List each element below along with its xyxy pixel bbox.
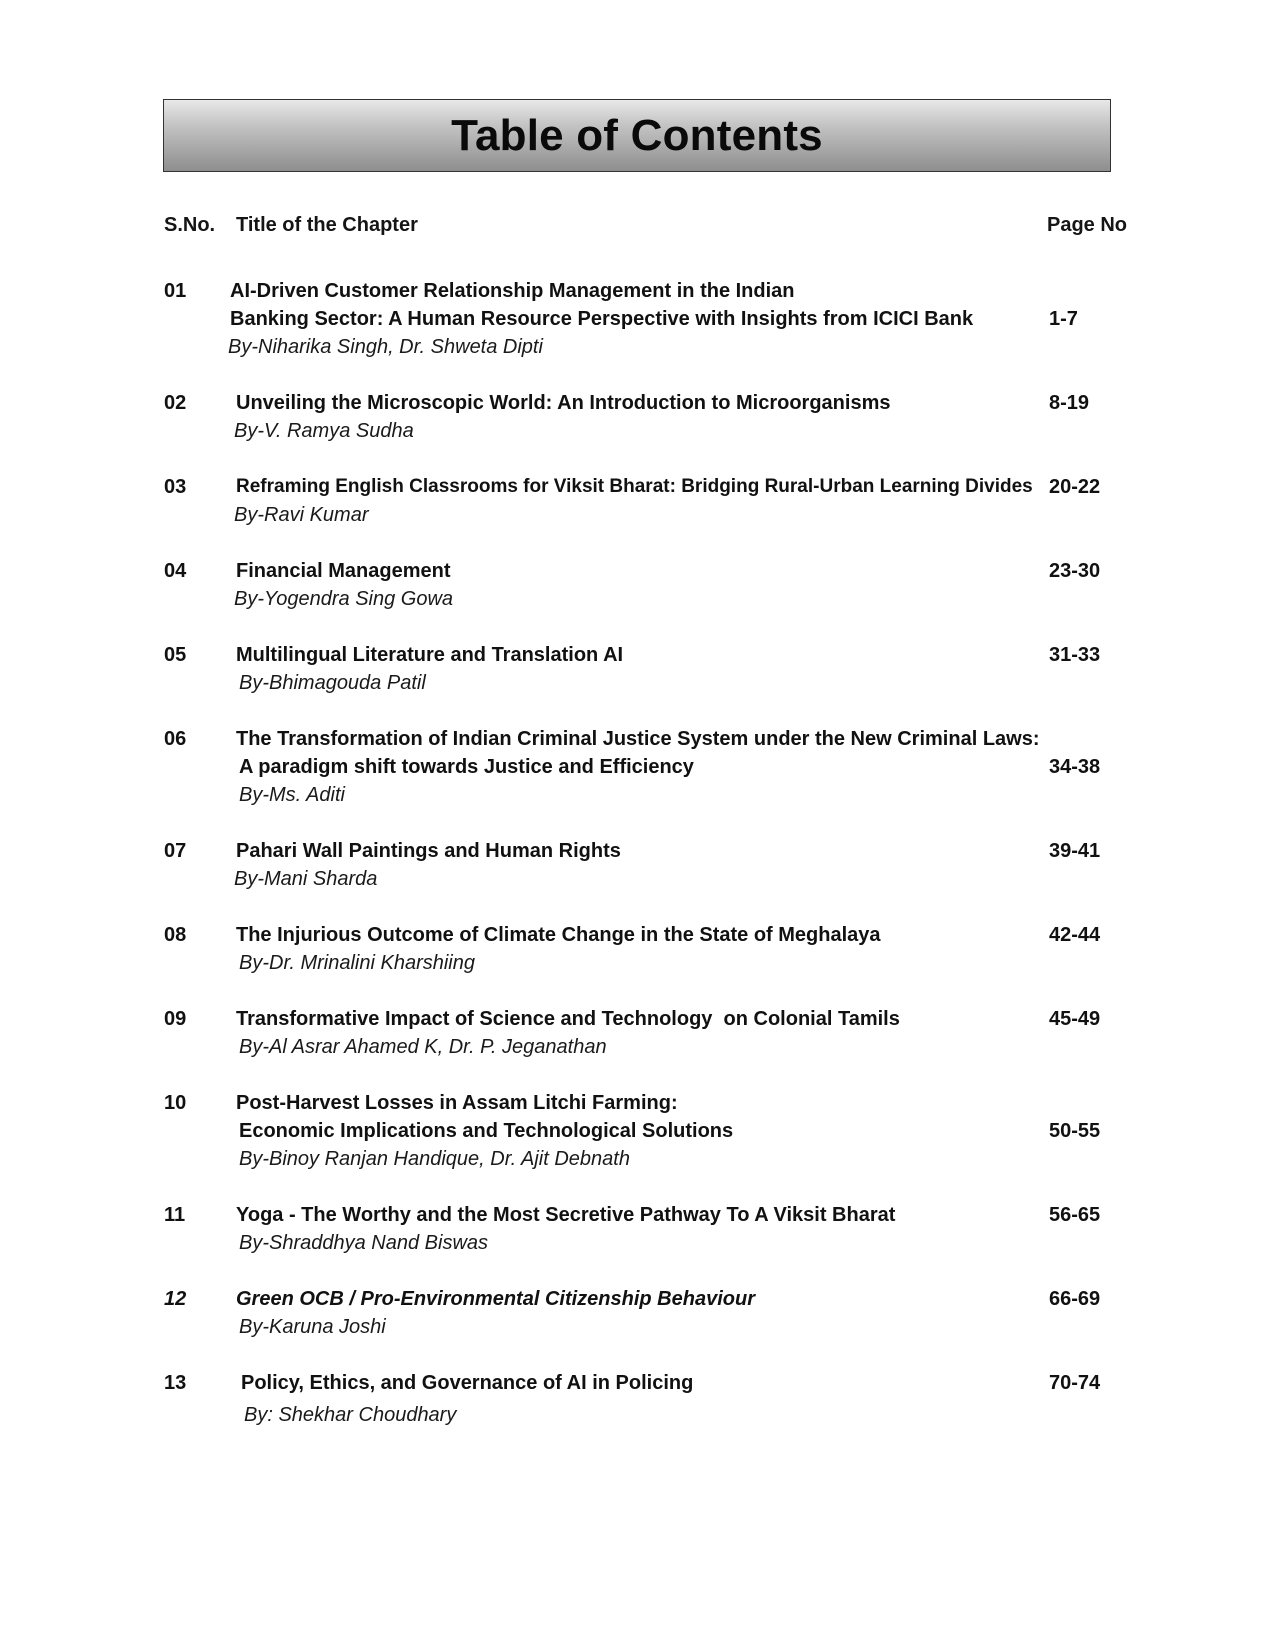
entry-number: 04 <box>164 560 187 582</box>
entry-title-line-2: Banking Sector: A Human Resource Perspective with Insights from ICICI Bank <box>230 308 974 330</box>
entry-number: 10 <box>164 1092 187 1114</box>
entry-page-range: 45-49 <box>1049 1008 1101 1030</box>
entry-number: 05 <box>164 644 187 666</box>
entry-page-range: 1-7 <box>1049 308 1078 330</box>
entry-title-line-2: A paradigm shift towards Justice and Efficiency <box>239 756 694 778</box>
entry-author: By-Ravi Kumar <box>234 504 369 526</box>
entry-page-range: 31-33 <box>1049 644 1101 666</box>
entry-page-range: 50-55 <box>1049 1120 1101 1142</box>
entry-title-line-1: Policy, Ethics, and Governance of AI in Policing <box>241 1372 694 1394</box>
entry-number: 03 <box>164 476 187 498</box>
entry-page-range: 34-38 <box>1049 756 1101 778</box>
title-banner <box>163 99 1111 172</box>
entry-author: By-Yogendra Sing Gowa <box>234 588 454 610</box>
entry-page-range: 66-69 <box>1049 1288 1101 1310</box>
entry-author: By-Mani Sharda <box>234 868 378 890</box>
entry-page-range: 20-22 <box>1049 476 1101 498</box>
entry-number: 13 <box>164 1372 187 1394</box>
entry-number: 06 <box>164 728 187 750</box>
entry-title-line-1: Post-Harvest Losses in Assam Litchi Farming: <box>236 1092 678 1114</box>
page-title: Table of Contents <box>451 110 823 160</box>
page-column-header: Page No <box>1047 214 1128 236</box>
entry-number: 11 <box>164 1204 186 1226</box>
sno-column-header: S.No. <box>164 214 216 236</box>
entry-author: By-Al Asrar Ahamed K, Dr. P. Jeganathan <box>239 1036 607 1058</box>
entry-author: By-Karuna Joshi <box>239 1316 386 1338</box>
entry-number: 08 <box>164 924 187 946</box>
entry-page-range: 8-19 <box>1049 392 1090 414</box>
entry-number: 01 <box>164 280 187 302</box>
title-column-header: Title of the Chapter <box>236 214 418 236</box>
entry-author: By-Binoy Ranjan Handique, Dr. Ajit Debnath <box>239 1148 630 1170</box>
entry-title-line-1: Unveiling the Microscopic World: An Introduction to Microorganisms <box>236 392 891 414</box>
entry-author: By-Bhimagouda Patil <box>239 672 426 694</box>
entry-title-line-1: Financial Management <box>236 560 451 582</box>
entry-title-line-1: Green OCB / Pro-Environmental Citizenship Behaviour <box>236 1288 755 1310</box>
entry-page-range: 70-74 <box>1049 1372 1101 1394</box>
entry-title-line-1: The Injurious Outcome of Climate Change in the State of Meghalaya <box>236 924 881 946</box>
entry-title-line-1: The Transformation of Indian Criminal Justice System under the New Criminal Laws: <box>236 728 1040 750</box>
entry-author: By-Ms. Aditi <box>239 784 345 806</box>
entry-title-line-1: Transformative Impact of Science and Technology on Colonial Tamils <box>236 1008 900 1030</box>
entry-page-range: 23-30 <box>1049 560 1101 582</box>
entry-number: 02 <box>164 392 187 414</box>
entry-number: 07 <box>164 840 187 862</box>
entry-page-range: 42-44 <box>1049 924 1101 946</box>
entry-author: By-V. Ramya Sudha <box>234 420 414 442</box>
entry-title-line-1: Pahari Wall Paintings and Human Rights <box>236 840 621 862</box>
entry-title-line-1: Multilingual Literature and Translation AI <box>236 644 624 666</box>
entry-author: By-Niharika Singh, Dr. Shweta Dipti <box>228 336 543 358</box>
entry-author: By: Shekhar Choudhary <box>244 1404 457 1426</box>
entry-number: 09 <box>164 1008 187 1030</box>
entry-number: 12 <box>164 1288 187 1310</box>
entry-page-range: 56-65 <box>1049 1204 1101 1226</box>
entry-title-line-1: Yoga - The Worthy and the Most Secretive Pathway To A Viksit Bharat <box>236 1204 896 1226</box>
entry-title-line-1: AI-Driven Customer Relationship Management in the Indian <box>230 280 795 302</box>
entry-title-line-1: Reframing English Classrooms for Viksit Bharat: Bridging Rural-Urban Learning Divides <box>236 476 1033 497</box>
entry-page-range: 39-41 <box>1049 840 1101 862</box>
entry-title-line-2: Economic Implications and Technological Solutions <box>239 1120 734 1142</box>
entry-author: By-Dr. Mrinalini Kharshiing <box>239 952 475 974</box>
entry-author: By-Shraddhya Nand Biswas <box>239 1232 489 1254</box>
